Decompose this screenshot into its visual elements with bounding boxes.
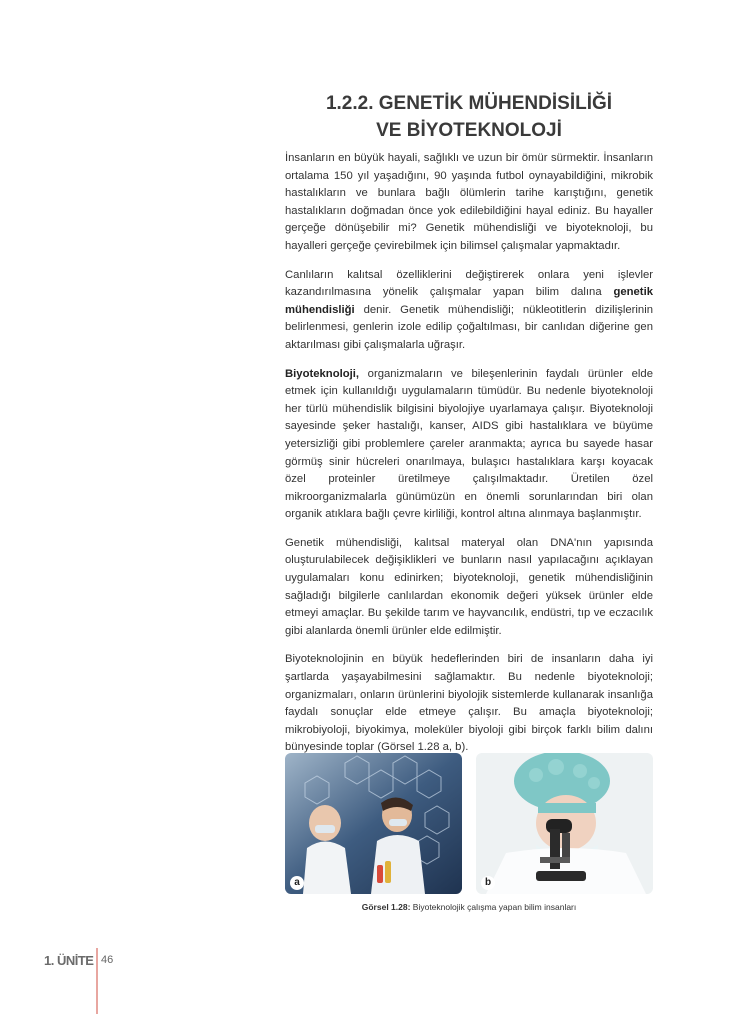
figure-caption [285,902,653,912]
paragraph-3: Biyoteknoloji, organizmaların ve bileşenlerinin faydalı ürünler elde etmek için kullanıldığı uygulamaların tümüdür. Bu nedenle biyoteknoloji her türlü mühendislik bilgisini biyolojiye uyarlamaya çalışır. Biyoteknoloji sayesinde şeker hastalığı, kanser, AIDS gibi hastalıklara ve büyüme yetersizliği gibi problemlere çareler aranmakta; ayrıca bu sayede hasar görmüş sinir hücreleri onarılmaya, bulaşıcı hastalıklara karşı koyacak özel proteinler üretilmeye çalışılmaktadır. Üretilen özel mikroorganizmalarla günümüzün en önemli sorunlarından biri olan organik atıklara bağlı çevre kirliliği, kontrol altına alınmaya başlanmıştır. [285,367,653,521]
paragraph-5: Biyoteknolojinin en büyük hedeflerinden biri de insanların daha iyi şartlarda yaşayabilmesini sağlamaktır. Bu nedenle biyoteknoloji; organizmaları, onların ürünlerini biyolojik sistemlerde kullanarak insanlığa faydalı sonuçlar elde etmeye çalışır. Bu amaçla biyoteknoloji; mikrobiyoloji, biyokimya, moleküler biyoloji gibi birçok farklı bilim dalını bünyesinde toplar (Görsel 1.28 a, b). [285,653,653,754]
paragraph-2: Canlıların kalıtsal özelliklerini değiştirerek onlara yeni işlevler kazandırılmasına yönelik çalışmalar yapan bilim dalına genetik mühendisliği denir. Genetik mühendisliği; nükleotitlerin dizilişlerinin belirlenmesi, genlerin izole edilip çoğaltılması, bir canlıdan diğerine gen aktarılması gibi çalışmalarla uğraşır. [285,268,653,351]
photo-scientists-lab [285,753,462,894]
photo-b-illustration [476,753,653,894]
term-biotechnology: Biyoteknoloji, [285,367,360,380]
photo-microscope-scientist [476,753,653,894]
paragraph-1: İnsanların en büyük hayali, sağlıklı ve uzun bir ömür sürmektir. İnsanların ortalama 150 yıl yaşadığını, 90 yaşında futbol oynayabildiğini, mikrobik hastalıkların ve bunlara bağlı ölümlerin tarihe karıştığını, genetik hastalıkların doğmadan önce yok edilebildiğini hayal ediniz. Bu hayaller gerçeğe dönüşebilir mi? Genetik mühendisliği ve biyoteknoloji, bu hayalleri gerçeğe çevirebilmek için bilimsel çalışmalar yapmaktadır. [285,152,653,252]
title-line-1: 1.2.2. GENETİK MÜHENDİSİLİĞİ [325,93,613,114]
term-genetic-engineering: genetik mühendisliği [285,286,653,316]
caption-text: Biyoteknolojik çalışma yapan bilim insanları [410,902,577,912]
caption-label: Görsel 1.28: [361,902,411,912]
photo-a-illustration [285,753,462,894]
unit-label: 1. ÜNİTE [44,953,94,968]
body-text [285,150,653,768]
photo-label-a: a [290,876,304,890]
title-line-2: VE BİYOTEKNOLOJİ [376,120,562,141]
section-title [285,90,653,144]
photo-label-b: b [481,876,495,890]
footer-divider [96,948,98,1014]
page-number: 46 [101,954,114,966]
paragraph-4: Genetik mühendisliği, kalıtsal materyal olan DNA'nın yapısında oluşturulabilecek değişiklikleri ve bunların nasıl yapılacağını açıklayan uygulamaları konu edinirken; biyoteknoloji, genetik mühendisliğinin sağladığı bilgilerle canlılardan ekonomik değeri yüksek ürünler elde etmeyi amaçlar. Bu şekilde tarım ve hayvancılık, endüstri, tıp ve eczacılık gibi alanlarda önemli ürünler elde edilmiştir. [285,536,653,637]
